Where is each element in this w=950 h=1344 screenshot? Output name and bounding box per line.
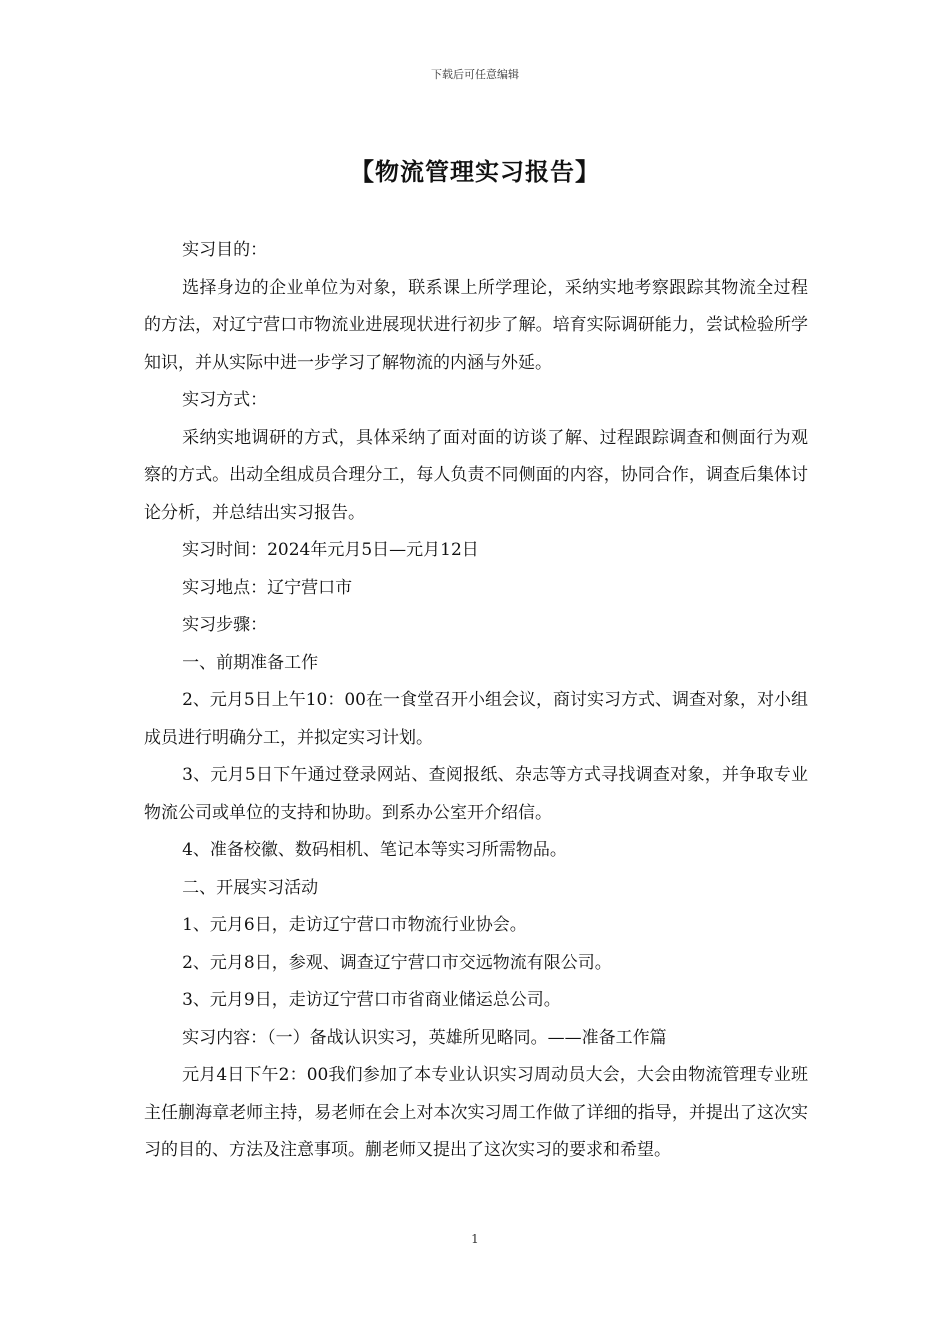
document-title: 【物流管理实习报告】 (350, 157, 600, 186)
paragraph-purpose-heading: 实习目的： (182, 240, 268, 260)
paragraph-activity-2: 2、元月8日，参观、调查辽宁营口市交远物流有限公司。 (182, 952, 612, 973)
paragraph-step-3: 3、元月5日下午通过登录网站、查阅报纸、杂志等方式寻找调查对象，并争取专业物流公司或单位的支持和协助。到系办公室开介绍信。 (144, 765, 808, 823)
paragraph-section-one: 一、前期准备工作 (182, 652, 319, 673)
paragraph-steps-heading: 实习步骤： (182, 615, 268, 635)
paragraph-method-text: 采纳实地调研的方式，具体采纳了面对面的访谈了解、过程跟踪调查和侧面行为观察的方式。出动全组成员合理分工，每人负责不同侧面的内容，协同合作，调查后集体讨论分析，并总结出实习报告。 (144, 427, 808, 523)
paragraph-step-2: 2、元月5日上午10：00在一食堂召开小组会议，商讨实习方式、调查对象，对小组成员进行明确分工，并拟定实习计划。 (144, 690, 808, 748)
document-body (144, 232, 808, 1170)
paragraph-activity-3: 3、元月9日，走访辽宁营口市省商业储运总公司。 (182, 990, 561, 1010)
paragraph-section-two: 二、开展实习活动 (182, 877, 319, 898)
page-number: 1 (471, 1232, 479, 1246)
paragraph-purpose-text: 选择身边的企业单位为对象，联系课上所学理论，采纳实地考察跟踪其物流全过程的方法，对辽宁营口市物流业进展现状进行初步了解。培育实际调研能力，尝试检验所学知识，并从实际中进一步学习了解物流的内涵与外延。 (144, 277, 808, 373)
paragraph-time: 实习时间：2024年元月5日—元月12日 (182, 540, 479, 560)
paragraph-content-text: 元月4日下午2：00我们参加了本专业认识实习周动员大会，大会由物流管理专业班主任蒯海章老师主持，易老师在会上对本次实习周工作做了详细的指导，并提出了这次实习的目的、方法及注意事项。蒯老师又提出了这次实习的要求和希望。 (144, 1065, 808, 1160)
paragraph-step-4: 4、准备校徽、数码相机、笔记本等实习所需物品。 (182, 840, 567, 860)
header-note: 下载后可任意编辑 (431, 68, 519, 81)
paragraph-location: 实习地点：辽宁营口市 (182, 577, 353, 598)
paragraph-content-heading: 实习内容：（一）备战认识实习，英雄所见略同。——准备工作篇 (182, 1027, 667, 1048)
paragraph-activity-1: 1、元月6日，走访辽宁营口市物流行业协会。 (182, 915, 527, 935)
paragraph-method-heading: 实习方式： (182, 390, 268, 410)
